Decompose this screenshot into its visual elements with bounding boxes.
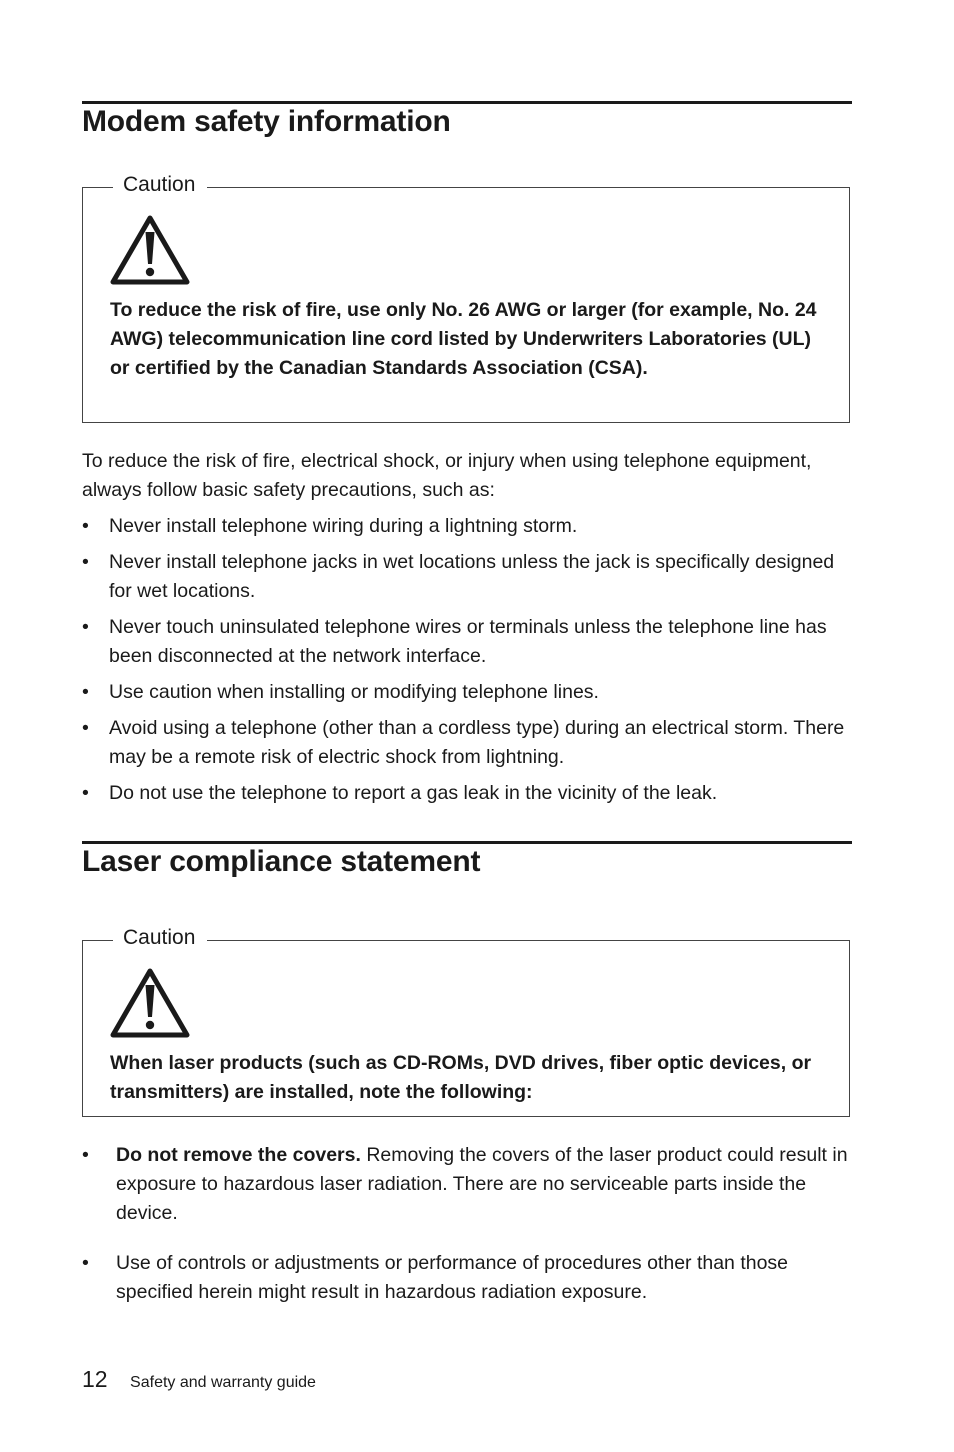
modem-safety-list — [82, 512, 852, 815]
list-item-emphasis: Do not remove the covers. — [116, 1144, 361, 1166]
warning-triangle-icon — [109, 967, 191, 1039]
list-item — [82, 714, 852, 772]
caution-text: When laser products (such as CD-ROMs, DVD drives, fiber optic devices, or transmitters) are installed, note the following: — [110, 1052, 812, 1103]
page-footer — [82, 1366, 316, 1393]
list-item-text: Removing the covers of the laser product could result in exposure to hazardous laser radiation. There are no serviceable parts inside the device. — [116, 1144, 848, 1224]
section-rule — [82, 841, 852, 844]
caution-box-modem — [82, 173, 850, 423]
list-item — [82, 678, 852, 707]
bullet-icon: • — [82, 515, 89, 537]
caution-box-laser — [82, 926, 850, 1117]
list-item — [82, 548, 852, 606]
section-rule — [82, 101, 852, 104]
caution-text: To reduce the risk of fire, use only No. 26 AWG or larger (for example, No. 24 AWG) telecommunication line cord listed by Underwriters Laboratories (UL) or certified by the Canadian Standards Association (CSA). — [110, 299, 817, 379]
list-item-text: Never touch uninsulated telephone wires or terminals unless the telephone line has been disconnected at the network interface. — [109, 616, 827, 667]
bullet-icon: • — [82, 717, 89, 739]
intro-paragraph: To reduce the risk of fire, electrical shock, or injury when using telephone equipment, always follow basic safety precautions, such as: — [82, 450, 812, 501]
warning-triangle-icon — [109, 214, 191, 286]
caution-label: Caution — [113, 924, 207, 952]
list-item — [82, 779, 852, 808]
list-item — [82, 1249, 852, 1307]
list-item — [82, 1141, 852, 1228]
list-item — [82, 613, 852, 671]
bullet-icon: • — [82, 1252, 89, 1274]
list-item-text: Avoid using a telephone (other than a cordless type) during an electrical storm. There may be a remote risk of electric shock from lightning. — [109, 717, 845, 768]
bullet-icon: • — [82, 551, 89, 573]
section-title-laser: Laser compliance statement — [82, 845, 481, 878]
bullet-icon: • — [82, 616, 89, 638]
page-number: 12 — [82, 1366, 108, 1392]
list-item-text: Use of controls or adjustments or performance of procedures other than those specified herein might result in hazardous radiation exposure. — [116, 1252, 789, 1303]
laser-compliance-list — [82, 1141, 852, 1328]
bullet-icon: • — [82, 782, 89, 804]
list-item-text: Do not use the telephone to report a gas leak in the vicinity of the leak. — [109, 782, 718, 804]
bullet-icon: • — [82, 1144, 89, 1166]
bullet-icon: • — [82, 681, 89, 703]
list-item-text: Use caution when installing or modifying telephone lines. — [109, 681, 599, 703]
section-title-modem: Modem safety information — [82, 105, 451, 138]
list-item-text: Never install telephone wiring during a lightning storm. — [109, 515, 578, 537]
list-item-text: Never install telephone jacks in wet locations unless the jack is specifically designed for wet locations. — [109, 551, 835, 602]
caution-label: Caution — [113, 171, 207, 199]
list-item — [82, 512, 852, 541]
footer-title: Safety and warranty guide — [130, 1374, 316, 1391]
